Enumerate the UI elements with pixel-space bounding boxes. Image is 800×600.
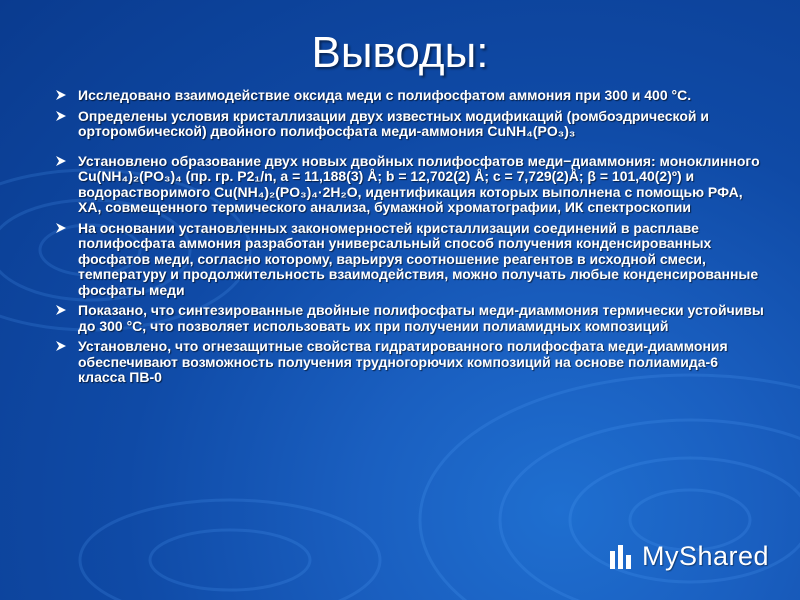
slide-title: Выводы: [311,28,489,77]
list-item [50,154,765,216]
arrow-bullet-icon [54,88,68,102]
arrow-bullet-icon [54,109,68,123]
list-item [50,303,765,334]
list-item-text: Установлено, что огнезащитные свойства гидратированного полифосфата меди-диаммония обеспечивают возможность получения трудногорючих композиций на основе полиамида-6 класса ПВ-0 [78,338,728,385]
list-item-text: Установлено образование двух новых двойных полифосфатов меди−диаммония: моноклинного Cu(NH₄)₂(PO₃)₄ (пр. гр. P2₁/n, a = 11,188(3) Å; b = 12,702(2) Å; c = 7,729(2)Å; β = 101,40(2)º) и водорастворимого Cu(NH₄)₂(PO₃)₄·2H₂O, идентификация которых выполнена с помощью РФА, ХА, совмещенного термического анализа, бумажной хроматографии, ИК спектроскопии [78,152,760,215]
list-item [50,109,765,140]
list-item-text: Показано, что синтезированные двойные полифосфаты меди-диаммония термически устойчивы до 300 °С, что позволяет использовать их при получении полиамидных композиций [78,302,764,334]
list-item [50,221,765,299]
list-item-text: Определены условия кристаллизации двух известных модификаций (ромбоэдрической и орторомбической) двойного полифосфата меди-аммония CuNH₄(PO₃)₃ [78,107,710,139]
watermark-text: MyShared [642,540,770,571]
list-item-text: Исследовано взаимодействие оксида меди с полифосфатом аммония при 300 и 400 °С. [78,87,692,103]
arrow-bullet-icon [54,221,68,235]
arrow-bullet-icon [54,154,68,168]
list-item-text: На основании установленных закономерностей кристаллизации соединений в расплаве полифосфата аммония разработан универсальный способ получения конденсированных фосфатов меди, согласно которому, варьируя соотношение реагентов в исходной смеси, температуру и продолжительность взаимодействия, можно получать любые конденсированные фосфаты меди [78,219,759,298]
list-item [50,339,765,386]
conclusions-list [50,88,765,391]
arrow-bullet-icon [54,339,68,353]
list-item [50,88,765,104]
myshared-logo-icon [608,541,634,571]
arrow-bullet-icon [54,303,68,317]
myshared-watermark [608,538,769,574]
